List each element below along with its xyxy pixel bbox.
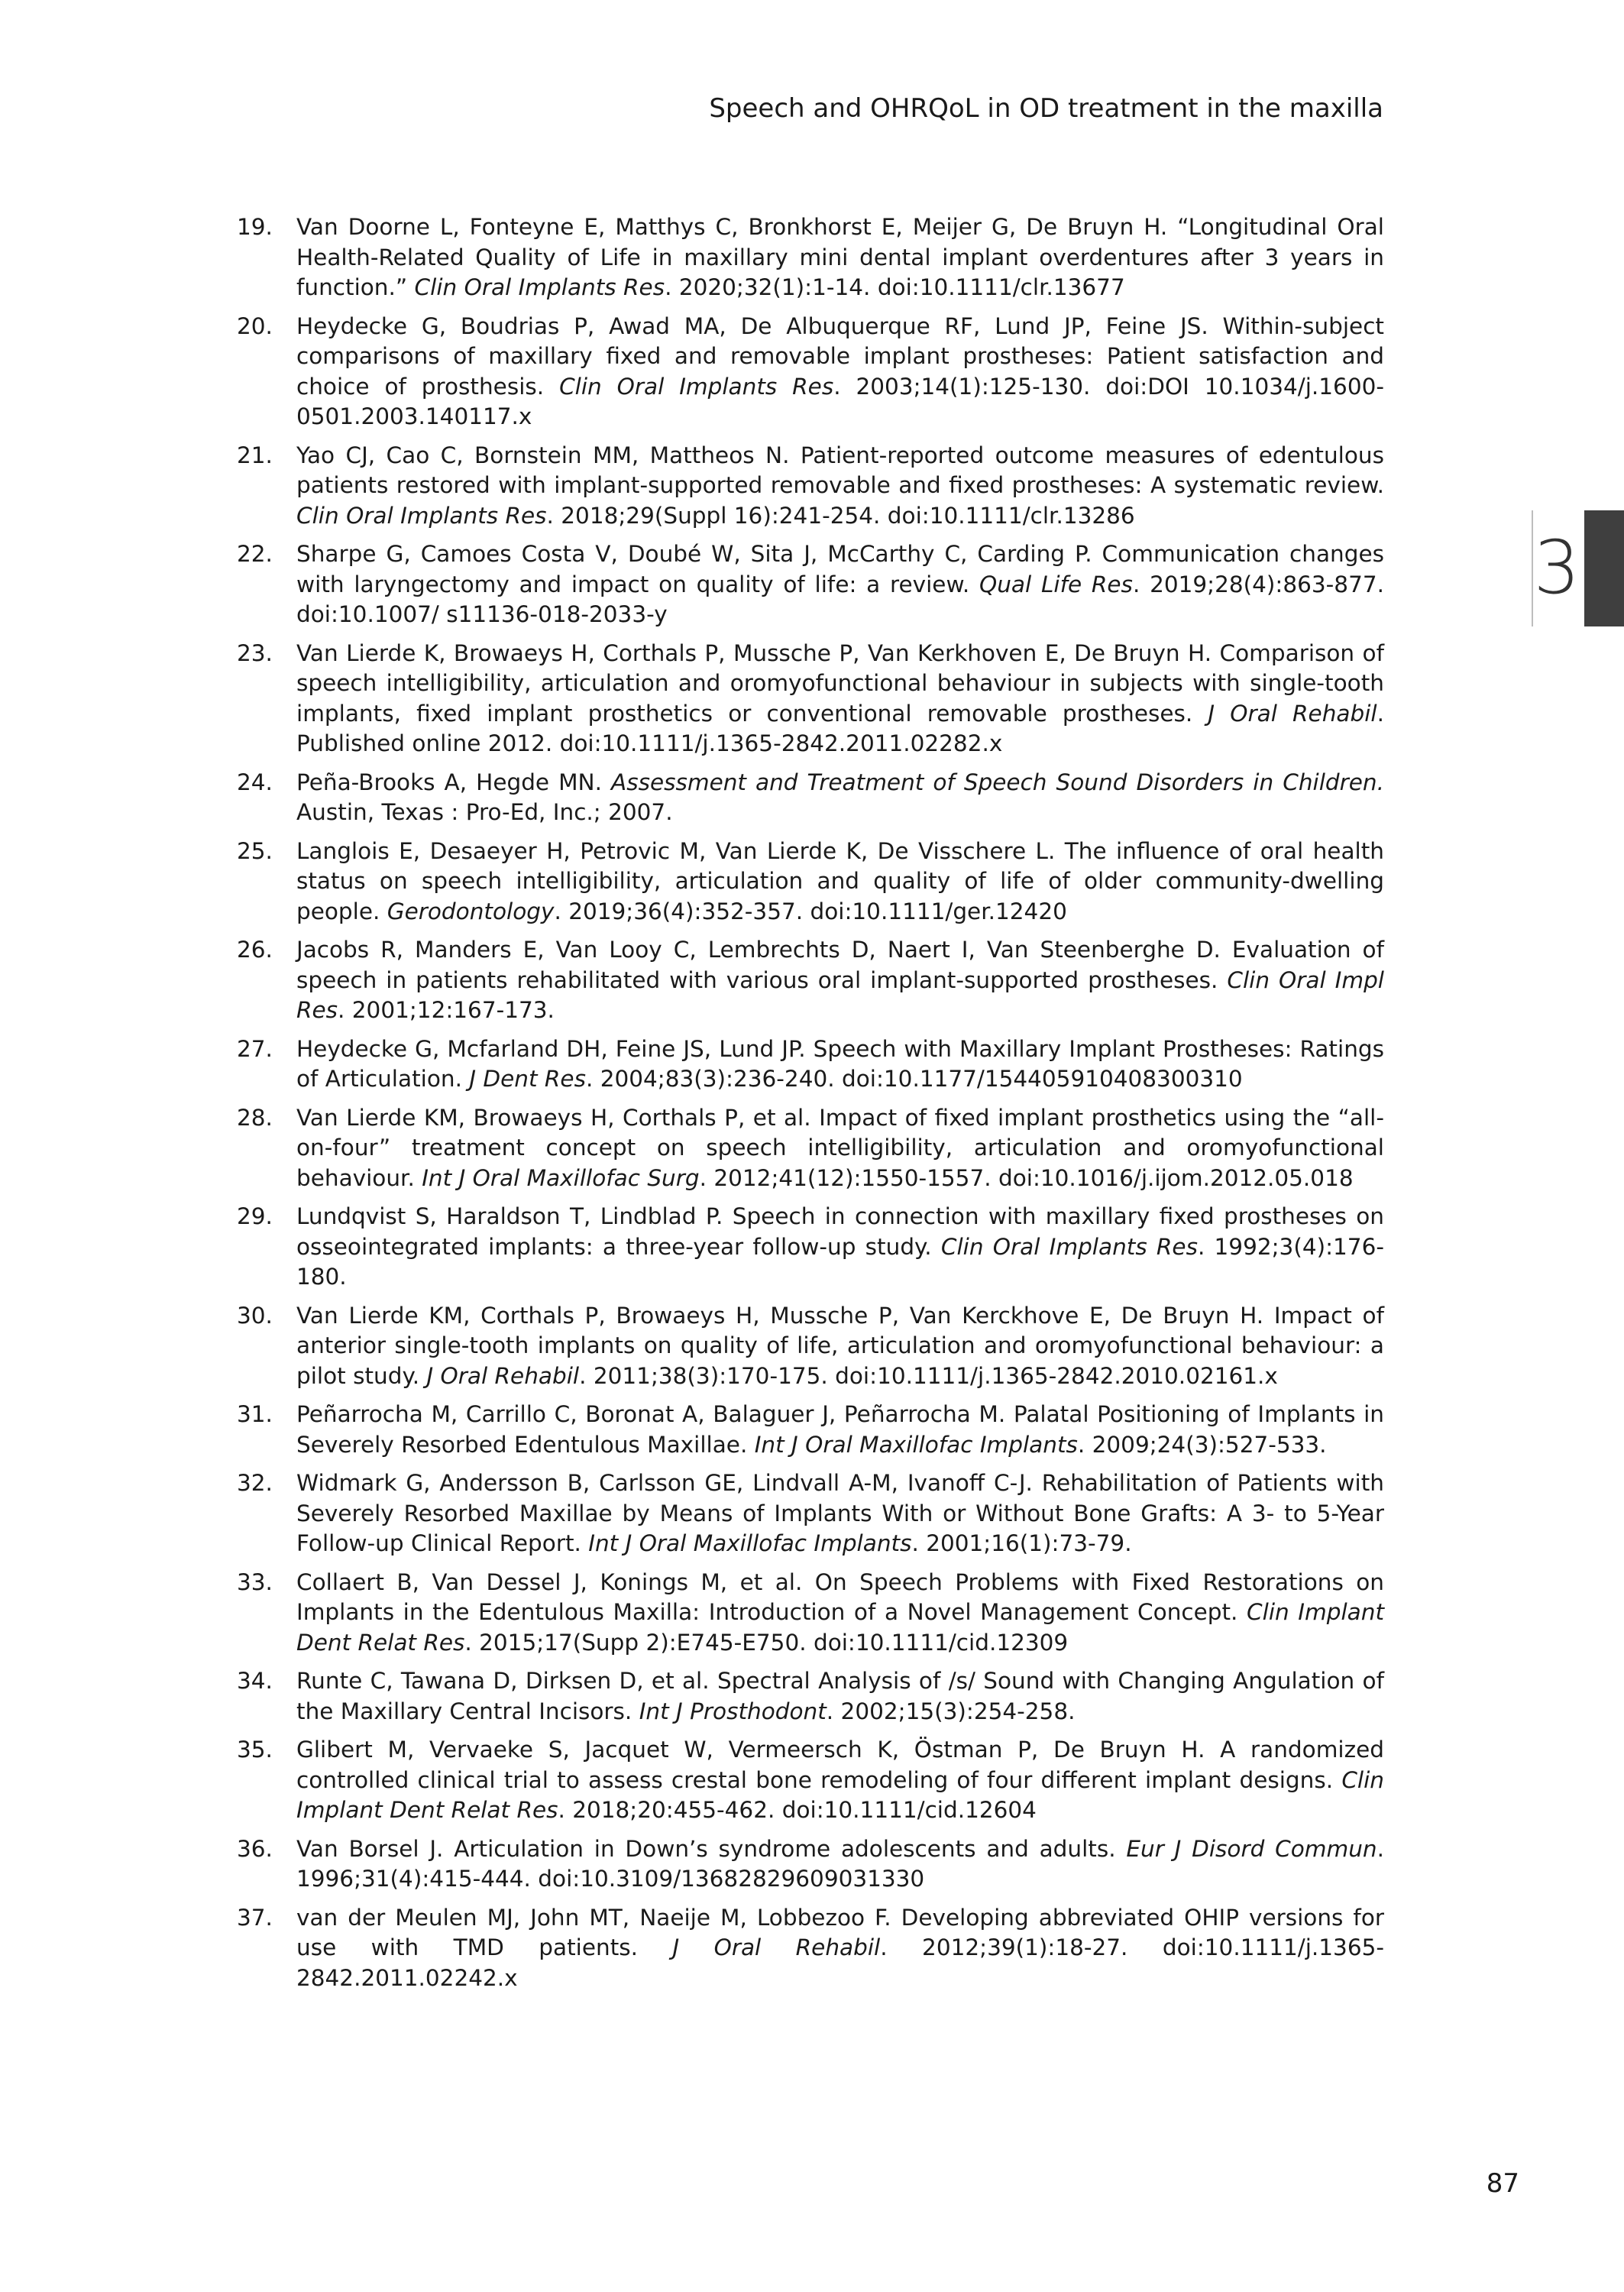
reference-text: Van Borsel J. Articulation in Down’s syndrome adolescents and adults. Eur J Disord Commun. 1996;31(4):415-444. doi:10.3109/13682829609031330	[296, 1835, 1384, 1892]
reference-number: 36.	[237, 1835, 273, 1862]
journal-title: J Oral Rehabil	[426, 1362, 580, 1389]
reference-number: 22.	[237, 541, 273, 567]
reference-number: 27.	[237, 1035, 273, 1062]
reference-item	[237, 1202, 1384, 1293]
reference-item	[237, 935, 1384, 1026]
reference-number: 33.	[237, 1568, 273, 1595]
reference-number: 24.	[237, 769, 273, 795]
reference-item	[237, 539, 1384, 630]
reference-number: 19.	[237, 214, 273, 240]
reference-item	[237, 639, 1384, 759]
journal-title: Assessment and Treatment of Speech Sound Disorders in Children.	[611, 769, 1384, 795]
reference-item	[237, 1834, 1384, 1895]
reference-item	[237, 1400, 1384, 1460]
reference-text: Heydecke G, Boudrias P, Awad MA, De Albuquerque RF, Lund JP, Feine JS. Within-subject comparisons of maxillary fixed and removable implant prostheses: Patient satisfaction and choice of prosthesis. Clin Oral Implants Res. 2003;14(1):125-130. doi:DOI 10.1034/j.1600-0501.2003.140117.x	[296, 312, 1384, 429]
page-number: 87	[1486, 2168, 1519, 2199]
reference-text: Van Lierde KM, Browaeys H, Corthals P, et al. Impact of fixed implant prosthetics using the “all-on-four” treatment concept on speech intelligibility, articulation and oromyofunctional behaviour. Int J Oral Maxillofac Surg. 2012;41(12):1550-1557. doi:10.1016/j.ijom.2012.05.018	[296, 1104, 1384, 1191]
reference-text: Langlois E, Desaeyer H, Petrovic M, Van Lierde K, De Visschere L. The influence of oral health status on speech intelligibility, articulation and quality of life of older community-dwelling people. Gerodontology. 2019;36(4):352-357. doi:10.1111/ger.12420	[296, 837, 1384, 924]
reference-text: Heydecke G, Mcfarland DH, Feine JS, Lund JP. Speech with Maxillary Implant Prostheses: Ratings of Articulation. J Dent Res. 2004;83(3):236-240. doi:10.1177/154405910408300310	[296, 1035, 1384, 1092]
journal-title: Clin Oral Implants Res	[296, 502, 547, 529]
reference-item	[237, 212, 1384, 303]
journal-title: Clin Oral Implants Res	[414, 274, 665, 300]
reference-text: Van Doorne L, Fonteyne E, Matthys C, Bronkhorst E, Meijer G, De Bruyn H. “Longitudinal Oral Health-Related Quality of Life in maxillary mini dental implant overdentures after 3 years in function.” Clin Oral Implants Res. 2020;32(1):1-14. doi:10.1111/clr.13677	[296, 214, 1384, 300]
journal-title: Clin Oral Implants Res	[940, 1233, 1198, 1260]
reference-item	[237, 1034, 1384, 1095]
reference-number: 37.	[237, 1904, 273, 1931]
journal-title: J Oral Rehabil	[672, 1934, 881, 1960]
chapter-tab	[1530, 510, 1624, 626]
reference-number: 20.	[237, 312, 273, 339]
journal-title: Clin Implant Dent Relat Res	[296, 1599, 1385, 1656]
reference-text: Van Lierde K, Browaeys H, Corthals P, Mussche P, Van Kerkhoven E, De Bruyn H. Comparison of speech intelligibility, articulation and oromyofunctional behaviour in subjects with single-tooth implants, fixed implant prosthetics or conventional removable prostheses. J Oral Rehabil. Published online 2012. doi:10.1111/j.1365-2842.2011.02282.x	[296, 639, 1384, 756]
journal-title: Clin Oral Implants Res	[559, 373, 834, 400]
journal-title: Clin Oral Impl Res	[296, 966, 1384, 1023]
reference-text: Glibert M, Vervaeke S, Jacquet W, Vermeersch K, Östman P, De Bruyn H. A randomized controlled clinical trial to assess crestal bone remodeling of four different implant designs. Clin Implant Dent Relat Res. 2018;20:455-462. doi:10.1111/cid.12604	[296, 1737, 1384, 1823]
reference-item	[237, 1301, 1384, 1392]
reference-item	[237, 1568, 1384, 1659]
reference-number: 25.	[237, 837, 273, 864]
journal-title: Qual Life Res	[979, 571, 1133, 597]
reference-number: 31.	[237, 1401, 273, 1427]
reference-text: Van Lierde KM, Corthals P, Browaeys H, Mussche P, Van Kerckhove E, De Bruyn H. Impact of anterior single-tooth implants on quality of life, articulation and oromyofunctional behaviour: a pilot study. J Oral Rehabil. 2011;38(3):170-175. doi:10.1111/j.1365-2842.2010.02161.x	[296, 1302, 1384, 1389]
running-header: Speech and OHRQoL in OD treatment in the maxilla	[709, 93, 1383, 124]
reference-text: van der Meulen MJ, John MT, Naeije M, Lobbezoo F. Developing abbreviated OHIP versions for use with TMD patients. J Oral Rehabil. 2012;39(1):18-27. doi:10.1111/j.1365-2842.2011.02242.x	[296, 1904, 1384, 1991]
reference-text: Widmark G, Andersson B, Carlsson GE, Lindvall A-M, Ivanoff C-J. Rehabilitation of Patients with Severely Resorbed Maxillae by Means of Implants With or Without Bone Grafts: A 3- to 5-Year Follow-up Clinical Report. Int J Oral Maxillofac Implants. 2001;16(1):73-79.	[296, 1470, 1384, 1556]
journal-title: Int J Oral Maxillofac Implants	[754, 1431, 1078, 1458]
reference-text: Yao CJ, Cao C, Bornstein MM, Mattheos N. Patient-reported outcome measures of edentulous patients restored with implant-supported removable and fixed prostheses: A systematic review. Clin Oral Implants Res. 2018;29(Suppl 16):241-254. doi:10.1111/clr.13286	[296, 442, 1384, 529]
journal-title: Gerodontology	[387, 898, 555, 924]
journal-title: J Oral Rehabil	[1208, 700, 1377, 727]
reference-item	[237, 441, 1384, 532]
reference-item	[237, 1468, 1384, 1559]
reference-text: Runte C, Tawana D, Dirksen D, et al. Spectral Analysis of /s/ Sound with Changing Angulation of the Maxillary Central Incisors. Int J Prosthodont. 2002;15(3):254-258.	[296, 1668, 1384, 1724]
reference-number: 29.	[237, 1203, 273, 1229]
reference-list	[237, 212, 1384, 2002]
journal-title: Int J Prosthodont	[639, 1698, 827, 1724]
journal-title: Clin Implant Dent Relat Res	[296, 1766, 1384, 1823]
chapter-number: 3	[1533, 525, 1580, 610]
reference-number: 34.	[237, 1668, 273, 1694]
reference-number: 26.	[237, 937, 273, 963]
reference-text: Collaert B, Van Dessel J, Konings M, et al. On Speech Problems with Fixed Restorations on Implants in the Edentulous Maxilla: Introduction of a Novel Management Concept. Clin Implant Dent Relat Res. 2015;17(Supp 2):E745-E750. doi:10.1111/cid.12309	[296, 1568, 1385, 1656]
reference-item	[237, 1903, 1384, 1994]
journal-title: Eur J Disord Commun	[1126, 1835, 1377, 1862]
reference-text: Lundqvist S, Haraldson T, Lindblad P. Speech in connection with maxillary fixed prostheses on osseointegrated implants: a three-year follow-up study. Clin Oral Implants Res. 1992;3(4):176-180.	[296, 1203, 1384, 1290]
reference-item	[237, 768, 1384, 828]
journal-title: J Dent Res	[469, 1066, 586, 1092]
journal-title: Int J Oral Maxillofac Implants	[588, 1530, 912, 1556]
reference-number: 28.	[237, 1104, 273, 1131]
chapter-tab-bar	[1584, 510, 1624, 626]
reference-number: 35.	[237, 1737, 273, 1763]
reference-item	[237, 1666, 1384, 1727]
reference-item	[237, 312, 1384, 432]
reference-item	[237, 1735, 1384, 1826]
journal-title: Int J Oral Maxillofac Surg	[422, 1164, 700, 1191]
reference-text: Peñarrocha M, Carrillo C, Boronat A, Balaguer J, Peñarrocha M. Palatal Positioning of Implants in Severely Resorbed Edentulous Maxillae. Int J Oral Maxillofac Implants. 2009;24(3):527-533.	[296, 1401, 1384, 1458]
reference-text: Jacobs R, Manders E, Van Looy C, Lembrechts D, Naert I, Van Steenberghe D. Evaluation of speech in patients rehabilitated with various oral implant-supported prostheses. Clin Oral Impl Res. 2001;12:167-173.	[296, 937, 1384, 1023]
reference-number: 21.	[237, 442, 273, 468]
reference-number: 23.	[237, 639, 273, 666]
reference-item	[237, 1103, 1384, 1194]
reference-number: 30.	[237, 1302, 273, 1329]
reference-item	[237, 837, 1384, 927]
reference-text: Sharpe G, Camoes Costa V, Doubé W, Sita J, McCarthy C, Carding P. Communication changes with laryngectomy and impact on quality of life: a review. Qual Life Res. 2019;28(4):863-877. doi:10.1007/ s11136-018-2033-y	[296, 541, 1384, 627]
reference-text: Peña-Brooks A, Hegde MN. Assessment and Treatment of Speech Sound Disorders in Children. Austin, Texas : Pro-Ed, Inc.; 2007.	[296, 769, 1384, 825]
reference-number: 32.	[237, 1470, 273, 1496]
